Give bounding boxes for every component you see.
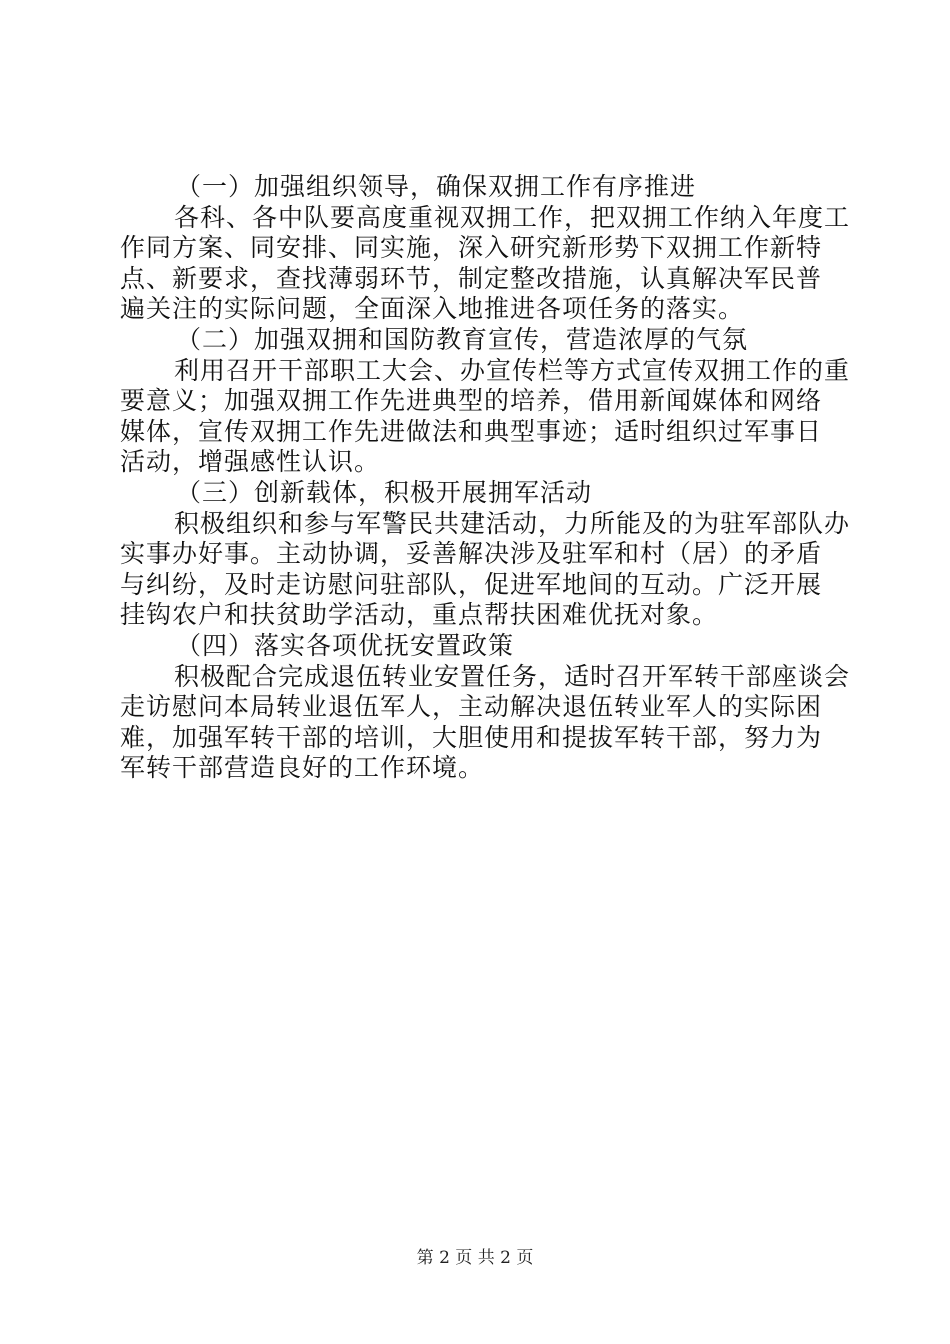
section-3-line-3: 与纠纷，及时走访慰问驻部队，促进军地间的互动。广泛开展 — [120, 569, 823, 599]
section-2-line-2: 要意义；加强双拥工作先进典型的培养，借用新闻媒体和网络 — [120, 386, 823, 416]
section-4-line-1: 积极配合完成退伍转业安置任务，适时召开军转干部座谈会 — [174, 661, 851, 691]
section-1-line-2: 作同方案、同安排、同实施，深入研究新形势下双拥工作新特 — [120, 233, 823, 263]
section-1-line-1: 各科、各中队要高度重视双拥工作，把双拥工作纳入年度工 — [174, 202, 851, 232]
section-4-line-4: 军转干部营造良好的工作环境。 — [120, 753, 485, 783]
section-3-line-1: 积极组织和参与军警民共建活动，力所能及的为驻军部队办 — [174, 508, 851, 538]
section-1-line-4: 遍关注的实际问题，全面深入地推进各项任务的落实。 — [120, 294, 745, 324]
section-2-line-3: 媒体，宣传双拥工作先进做法和典型事迹；适时组织过军事日 — [120, 416, 823, 446]
section-3-heading: （三）创新载体，积极开展拥军活动 — [176, 477, 593, 507]
section-4-line-2: 走访慰问本局转业退伍军人，主动解决退伍转业军人的实际困 — [120, 692, 823, 722]
section-3-line-2: 实事办好事。主动协调，妥善解决涉及驻军和村（居）的矛盾 — [120, 539, 823, 569]
section-1-heading: （一）加强组织领导，确保双拥工作有序推进 — [176, 172, 697, 201]
section-2-heading: （二）加强双拥和国防教育宣传，营造浓厚的气氛 — [176, 324, 749, 354]
section-3-line-4: 挂钩农户和扶贫助学活动，重点帮扶困难优抚对象。 — [120, 600, 719, 630]
section-4-heading: （四）落实各项优抚安置政策 — [176, 630, 515, 660]
section-1-line-3: 点、新要求，查找薄弱环节，制定整改措施，认真解决军民普 — [120, 263, 823, 293]
page-footer: 第 2 页 共 2 页 — [416, 1248, 534, 1268]
document-body — [120, 172, 851, 784]
section-2-line-1: 利用召开干部职工大会、办宣传栏等方式宣传双拥工作的重 — [174, 355, 851, 385]
section-4-line-3: 难，加强军转干部的培训，大胆使用和提拔军转干部，努力为 — [120, 722, 823, 752]
section-2-line-4: 活动，增强感性认识。 — [120, 447, 381, 477]
